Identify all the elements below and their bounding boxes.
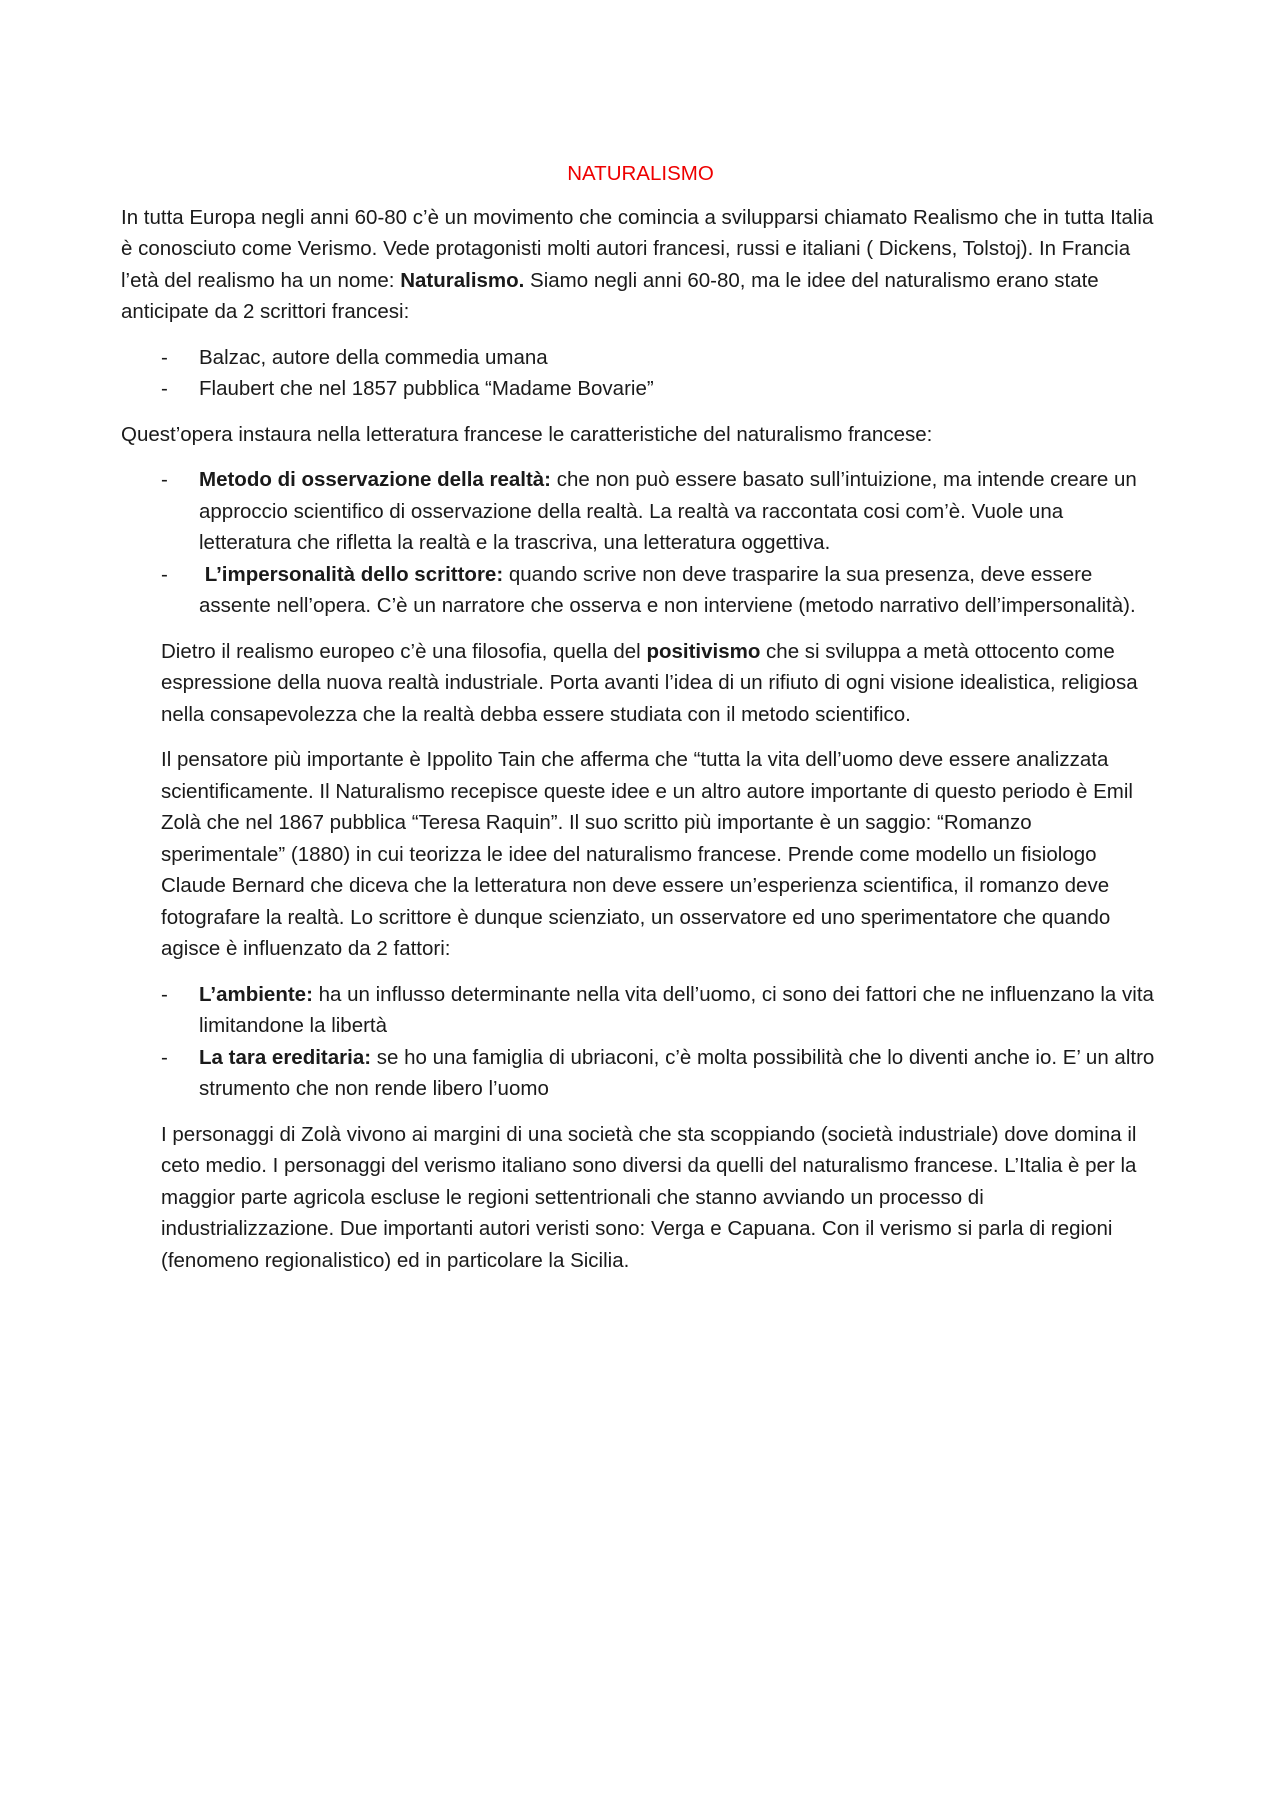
list-item xyxy=(121,342,1160,374)
list-item-text: se ho una famiglia di ubriaconi, c’è molta possibilità che lo diventi anche io. E’ un altro strumento che non rende libero l’uomo xyxy=(199,1045,1155,1100)
list-item-text: Flaubert che nel 1857 pubblica “Madame Bovarie” xyxy=(199,377,654,400)
list-item-text: che non può essere basato sull’intuizione, ma intende creare un approccio scientifico di osservazione della realtà. La realtà va raccontata cosi com’è. Vuole una letteratura che rifletta la realtà e la trascriva, una letteratura oggettiva. xyxy=(199,468,1137,554)
list-item-term: La tara ereditaria: xyxy=(199,1045,372,1069)
positivism-text: Dietro il realismo europeo c’è una filosofia, quella del xyxy=(161,639,647,663)
intro-text: In tutta Europa negli anni 60-80 c’è un movimento che comincia a svilupparsi chiamato Realismo che in tutta Italia è conosciuto come Verismo. Vede protagonisti molti autori francesi, russi e italiani ( Dickens, Tolstoj). In Francia l’età del realismo ha un nome: xyxy=(121,205,1154,292)
list-item xyxy=(121,979,1160,1042)
intro-text-end: Siamo negli anni 60-80, ma le idee del naturalismo erano state anticipate da 2 scrittori francesi: xyxy=(121,268,1099,323)
page-title: NATURALISMO xyxy=(567,162,714,185)
dash-marker: - xyxy=(161,468,168,491)
list-item-text: Balzac, autore della commedia umana xyxy=(199,345,548,369)
dash-marker: - xyxy=(161,562,168,586)
dash-marker: - xyxy=(161,1045,168,1069)
list-item xyxy=(121,1042,1160,1105)
list-item-text: ha un influsso determinante nella vita dell’uomo, ci sono dei fattori che ne influenzano la vita limitandone la libertà xyxy=(199,982,1154,1037)
precursors-list xyxy=(121,342,1160,405)
intro-bold: Naturalismo. xyxy=(400,268,525,292)
positivism-text-end: che si sviluppa a metà ottocento come espressione della nuova realtà industriale. Porta avanti l’idea di un rifiuto di ogni visione idealistica, religiosa nella consapevolezza che la realtà debba essere studiata con il metodo scientifico. xyxy=(161,639,1138,726)
list-item-text: quando scrive non deve trasparire la sua presenza, deve essere assente nell’opera. C’è un narratore che osserva e non interviene (metodo narrativo dell’impersonalità). xyxy=(199,562,1136,617)
work-intro-paragraph: Quest’opera instaura nella letteratura francese le caratteristiche del naturalismo francese: xyxy=(121,422,933,446)
positivism-paragraph xyxy=(121,636,1160,731)
features-list xyxy=(121,464,1160,622)
dash-marker: - xyxy=(161,377,168,400)
list-item-term: L’impersonalità dello scrittore: xyxy=(199,562,504,586)
dash-marker: - xyxy=(161,982,168,1006)
list-item-term: Metodo di osservazione della realtà: xyxy=(199,468,552,491)
list-item-term: L’ambiente: xyxy=(199,982,313,1006)
positivism-bold: positivismo xyxy=(646,639,761,663)
dash-marker: - xyxy=(161,345,168,369)
closing-paragraph: I personaggi di Zolà vivono ai margini di una società che sta scoppiando (società industriale) dove domina il ceto medio. I personaggi del verismo italiano sono diversi da quelli del naturalismo francese. L’Italia è per la maggior parte agricola escluse le regioni settentrionali che stanno avviando un processo di industrializzazione. Due importanti autori veristi sono: Verga e Capuana. Con il verismo si parla di regioni (fenomeno regionalistico) ed in particolare la Sicilia. xyxy=(161,1122,1137,1272)
list-item xyxy=(121,559,1160,622)
list-item xyxy=(121,373,1160,405)
factors-list xyxy=(121,979,1160,1105)
thinker-paragraph: Il pensatore più importante è Ippolito Tain che afferma che “tutta la vita dell’uomo deve essere analizzata scientificamente. Il Naturalismo recepisce queste idee e un altro autore importante di questo periodo è Emil Zolà che nel 1867 pubblica “Teresa Raquin”. Il suo scritto più importante è un saggio: “Romanzo sperimentale” (1880) in cui teorizza le idee del naturalismo francese. Prende come modello un fisiologo Claude Bernard che diceva che la letteratura non deve essere un’esperienza scientifica, il romanzo deve fotografare la realtà. Lo scrittore è dunque scienziato, un osservatore ed uno sperimentatore che quando agisce è influenzato da 2 fattori: xyxy=(161,748,1133,960)
intro-paragraph xyxy=(121,202,1160,328)
list-item xyxy=(121,464,1160,559)
